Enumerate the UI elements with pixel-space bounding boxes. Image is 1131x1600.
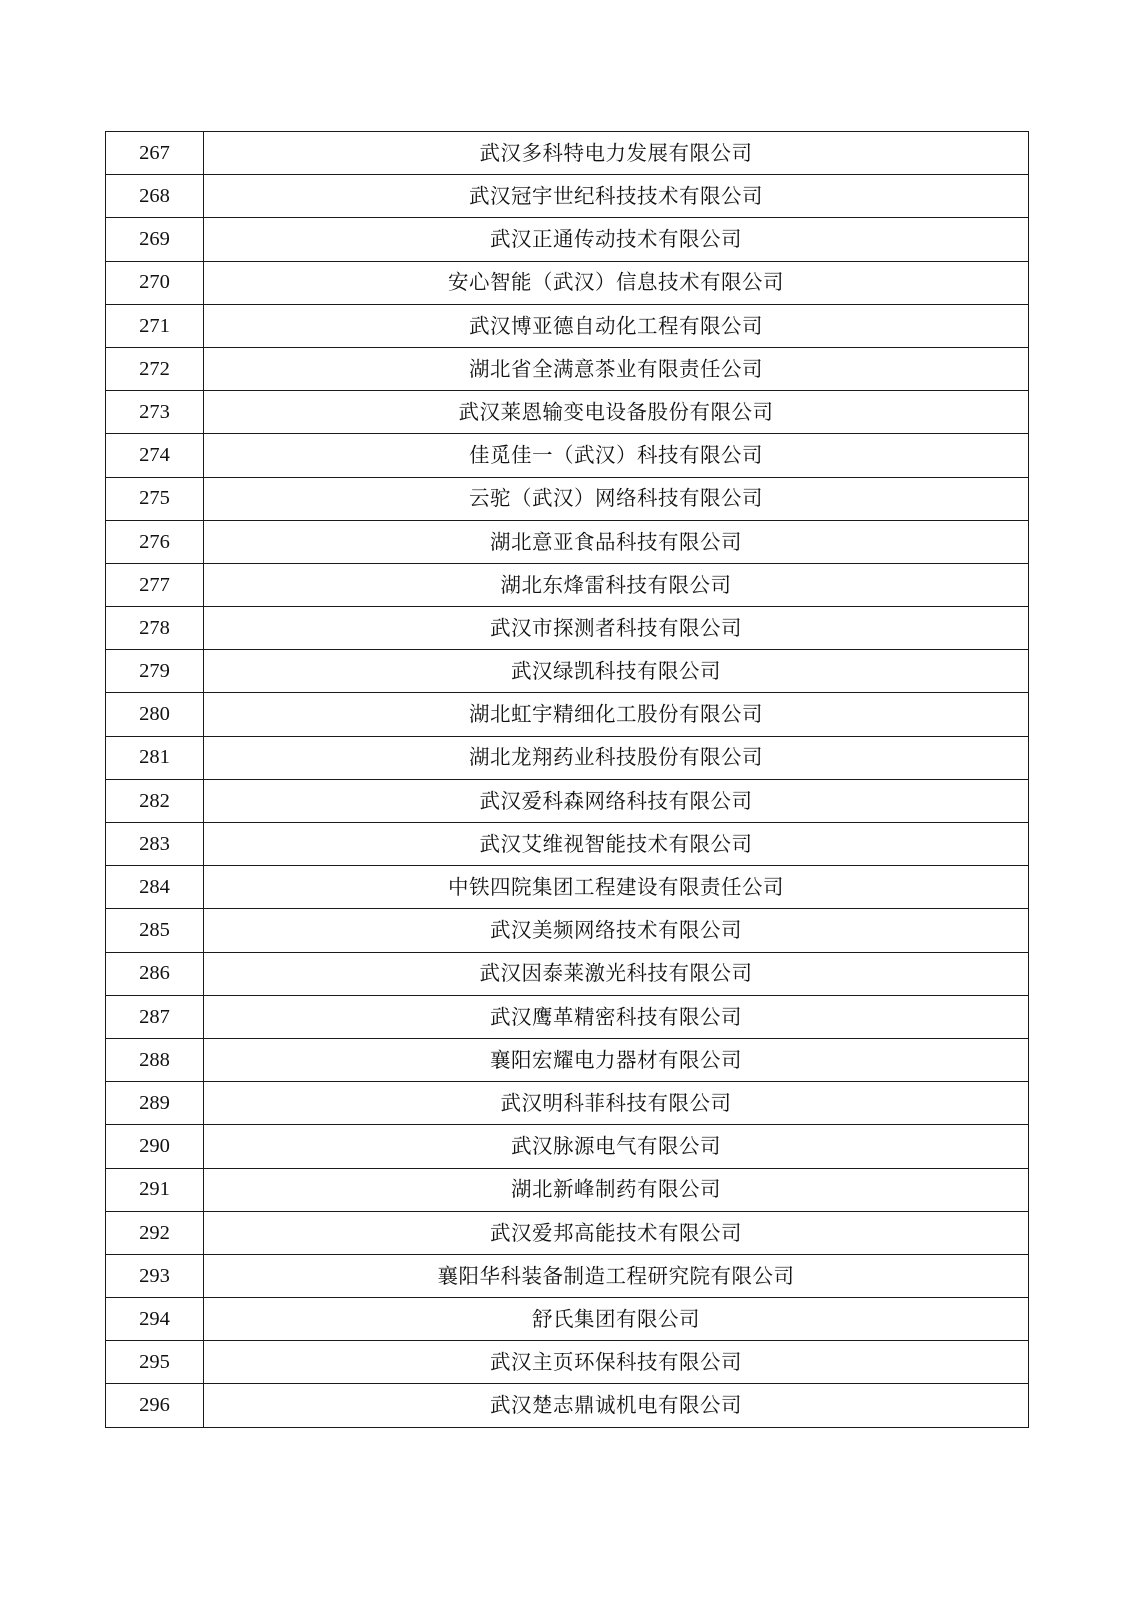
row-number: 273: [106, 391, 204, 434]
company-name: 安心智能（武汉）信息技术有限公司: [204, 261, 1029, 304]
table-row: [106, 304, 1029, 347]
company-name: 湖北东烽雷科技有限公司: [204, 563, 1029, 606]
row-number: 289: [106, 1082, 204, 1125]
company-name: 武汉主页环保科技有限公司: [204, 1341, 1029, 1384]
table-row: [106, 693, 1029, 736]
company-name: 武汉艾维视智能技术有限公司: [204, 823, 1029, 866]
row-number: 280: [106, 693, 204, 736]
table-row: [106, 1125, 1029, 1168]
row-number: 285: [106, 909, 204, 952]
row-number: 290: [106, 1125, 204, 1168]
row-number: 268: [106, 175, 204, 218]
table-row: [106, 563, 1029, 606]
row-number: 269: [106, 218, 204, 261]
row-number: 276: [106, 520, 204, 563]
row-number: 271: [106, 304, 204, 347]
table-body: [106, 132, 1029, 1428]
company-name: 武汉爱邦高能技术有限公司: [204, 1211, 1029, 1254]
company-name: 武汉绿凯科技有限公司: [204, 650, 1029, 693]
table-row: [106, 175, 1029, 218]
row-number: 278: [106, 607, 204, 650]
table-row: [106, 1298, 1029, 1341]
table-row: [106, 650, 1029, 693]
company-name: 襄阳宏耀电力器材有限公司: [204, 1038, 1029, 1081]
row-number: 277: [106, 563, 204, 606]
row-number: 296: [106, 1384, 204, 1427]
table-row: [106, 866, 1029, 909]
row-number: 291: [106, 1168, 204, 1211]
table-row: [106, 520, 1029, 563]
company-name: 云驼（武汉）网络科技有限公司: [204, 477, 1029, 520]
company-name: 武汉多科特电力发展有限公司: [204, 132, 1029, 175]
company-name: 武汉爱科森网络科技有限公司: [204, 779, 1029, 822]
row-number: 275: [106, 477, 204, 520]
table-row: [106, 132, 1029, 175]
company-name: 武汉明科菲科技有限公司: [204, 1082, 1029, 1125]
company-name: 中铁四院集团工程建设有限责任公司: [204, 866, 1029, 909]
company-name: 武汉美频网络技术有限公司: [204, 909, 1029, 952]
row-number: 293: [106, 1254, 204, 1297]
row-number: 295: [106, 1341, 204, 1384]
row-number: 288: [106, 1038, 204, 1081]
company-name: 武汉博亚德自动化工程有限公司: [204, 304, 1029, 347]
table-row: [106, 1211, 1029, 1254]
company-name: 武汉脉源电气有限公司: [204, 1125, 1029, 1168]
company-name: 湖北新峰制药有限公司: [204, 1168, 1029, 1211]
table-row: [106, 952, 1029, 995]
row-number: 274: [106, 434, 204, 477]
table-row: [106, 1168, 1029, 1211]
table-row: [106, 261, 1029, 304]
table-row: [106, 823, 1029, 866]
row-number: 286: [106, 952, 204, 995]
table-row: [106, 1341, 1029, 1384]
table-row: [106, 1254, 1029, 1297]
row-number: 281: [106, 736, 204, 779]
table-row: [106, 347, 1029, 390]
table-row: [106, 995, 1029, 1038]
table-row: [106, 779, 1029, 822]
table-row: [106, 736, 1029, 779]
table-row: [106, 607, 1029, 650]
table-row: [106, 391, 1029, 434]
row-number: 282: [106, 779, 204, 822]
row-number: 294: [106, 1298, 204, 1341]
company-name: 湖北省全满意茶业有限责任公司: [204, 347, 1029, 390]
company-name: 舒氏集团有限公司: [204, 1298, 1029, 1341]
company-name: 武汉因泰莱激光科技有限公司: [204, 952, 1029, 995]
company-name: 湖北龙翔药业科技股份有限公司: [204, 736, 1029, 779]
table-row: [106, 434, 1029, 477]
table-row: [106, 1082, 1029, 1125]
company-name: 武汉鹰革精密科技有限公司: [204, 995, 1029, 1038]
row-number: 292: [106, 1211, 204, 1254]
table-row: [106, 909, 1029, 952]
company-list-table: [105, 131, 1029, 1428]
company-name: 武汉市探测者科技有限公司: [204, 607, 1029, 650]
row-number: 284: [106, 866, 204, 909]
row-number: 279: [106, 650, 204, 693]
company-name: 湖北意亚食品科技有限公司: [204, 520, 1029, 563]
company-name: 武汉莱恩输变电设备股份有限公司: [204, 391, 1029, 434]
table-row: [106, 477, 1029, 520]
row-number: 267: [106, 132, 204, 175]
company-name: 襄阳华科装备制造工程研究院有限公司: [204, 1254, 1029, 1297]
company-name: 湖北虹宇精细化工股份有限公司: [204, 693, 1029, 736]
table-row: [106, 218, 1029, 261]
table-row: [106, 1038, 1029, 1081]
row-number: 270: [106, 261, 204, 304]
row-number: 287: [106, 995, 204, 1038]
company-name: 武汉正通传动技术有限公司: [204, 218, 1029, 261]
company-name: 武汉楚志鼎诚机电有限公司: [204, 1384, 1029, 1427]
table-row: [106, 1384, 1029, 1427]
company-name: 武汉冠宇世纪科技技术有限公司: [204, 175, 1029, 218]
company-name: 佳觅佳一（武汉）科技有限公司: [204, 434, 1029, 477]
row-number: 283: [106, 823, 204, 866]
row-number: 272: [106, 347, 204, 390]
